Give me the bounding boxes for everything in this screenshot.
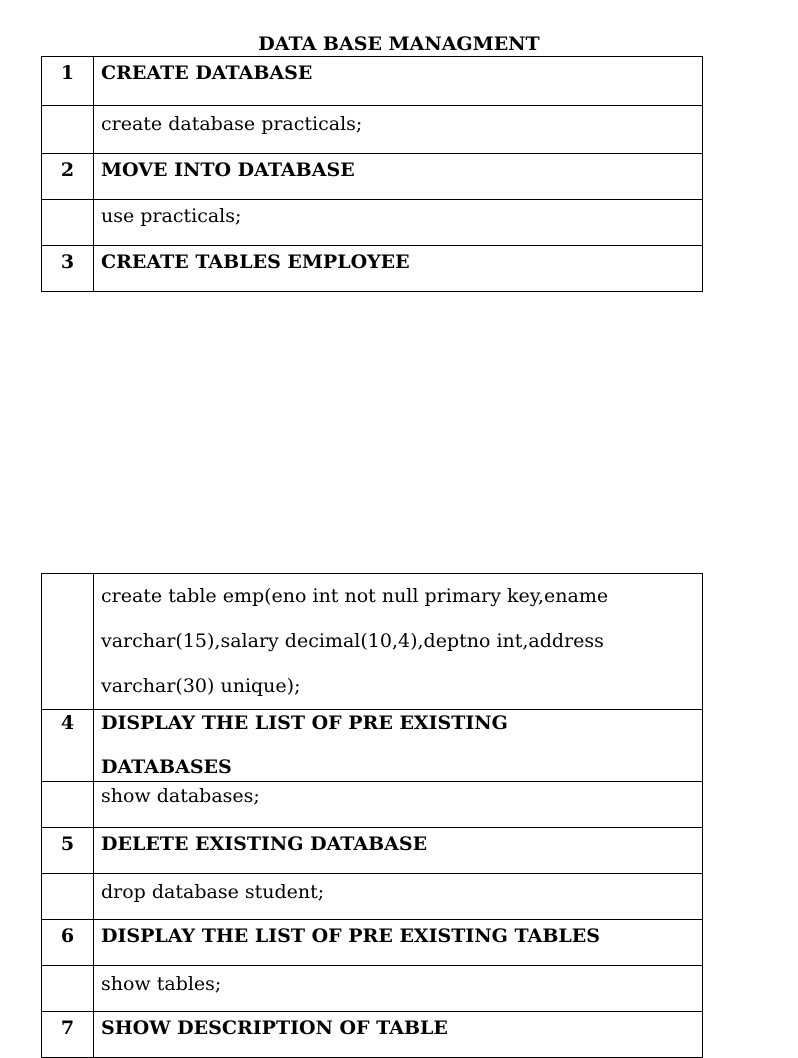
table-row — [42, 920, 703, 966]
table-row — [42, 57, 703, 106]
row-number: 5 — [42, 828, 94, 874]
commands-table-top — [41, 56, 703, 292]
command-heading: MOVE INTO DATABASE — [94, 154, 703, 200]
code-line: varchar(15),salary decimal(10,4),deptno int,address — [101, 630, 604, 652]
command-heading — [94, 710, 703, 782]
row-number: 3 — [42, 246, 94, 292]
row-number-empty — [42, 200, 94, 246]
command-code: use practicals; — [94, 200, 703, 246]
table-row — [42, 1012, 703, 1058]
row-number-empty — [42, 874, 94, 920]
table-row — [42, 246, 703, 292]
document-title: DATA BASE MANAGMENT — [258, 33, 540, 55]
commands-table-bottom — [41, 573, 703, 1058]
table-row — [42, 782, 703, 828]
row-number: 1 — [42, 57, 94, 106]
create-table-code — [94, 574, 703, 710]
table-row — [42, 828, 703, 874]
command-code: show tables; — [94, 966, 703, 1012]
table-row — [42, 710, 703, 782]
table-row — [42, 106, 703, 154]
command-code: drop database student; — [94, 874, 703, 920]
table-row — [42, 874, 703, 920]
table-row — [42, 574, 703, 710]
row-number-text: 4 — [60, 712, 75, 734]
row-number-empty — [42, 574, 94, 710]
row-number: 6 — [42, 920, 94, 966]
command-heading: CREATE TABLES EMPLOYEE — [94, 246, 703, 292]
row-number — [42, 710, 94, 782]
row-number: 7 — [42, 1012, 94, 1058]
command-heading: SHOW DESCRIPTION OF TABLE — [94, 1012, 703, 1058]
table-row — [42, 154, 703, 200]
command-heading: DISPLAY THE LIST OF PRE EXISTING TABLES — [94, 920, 703, 966]
command-heading: DELETE EXISTING DATABASE — [94, 828, 703, 874]
table-row — [42, 200, 703, 246]
row-number-empty — [42, 782, 94, 828]
heading-line: DISPLAY THE LIST OF PRE EXISTING — [101, 712, 508, 734]
row-number-empty — [42, 106, 94, 154]
code-line: varchar(30) unique); — [101, 675, 301, 697]
command-heading: CREATE DATABASE — [94, 57, 703, 106]
row-number-empty — [42, 966, 94, 1012]
heading-line: DATABASES — [101, 756, 232, 778]
command-code: show databases; — [94, 782, 703, 828]
code-line: create table emp(eno int not null primary key,ename — [101, 585, 609, 607]
row-number: 2 — [42, 154, 94, 200]
table-row — [42, 966, 703, 1012]
command-code: create database practicals; — [94, 106, 703, 154]
